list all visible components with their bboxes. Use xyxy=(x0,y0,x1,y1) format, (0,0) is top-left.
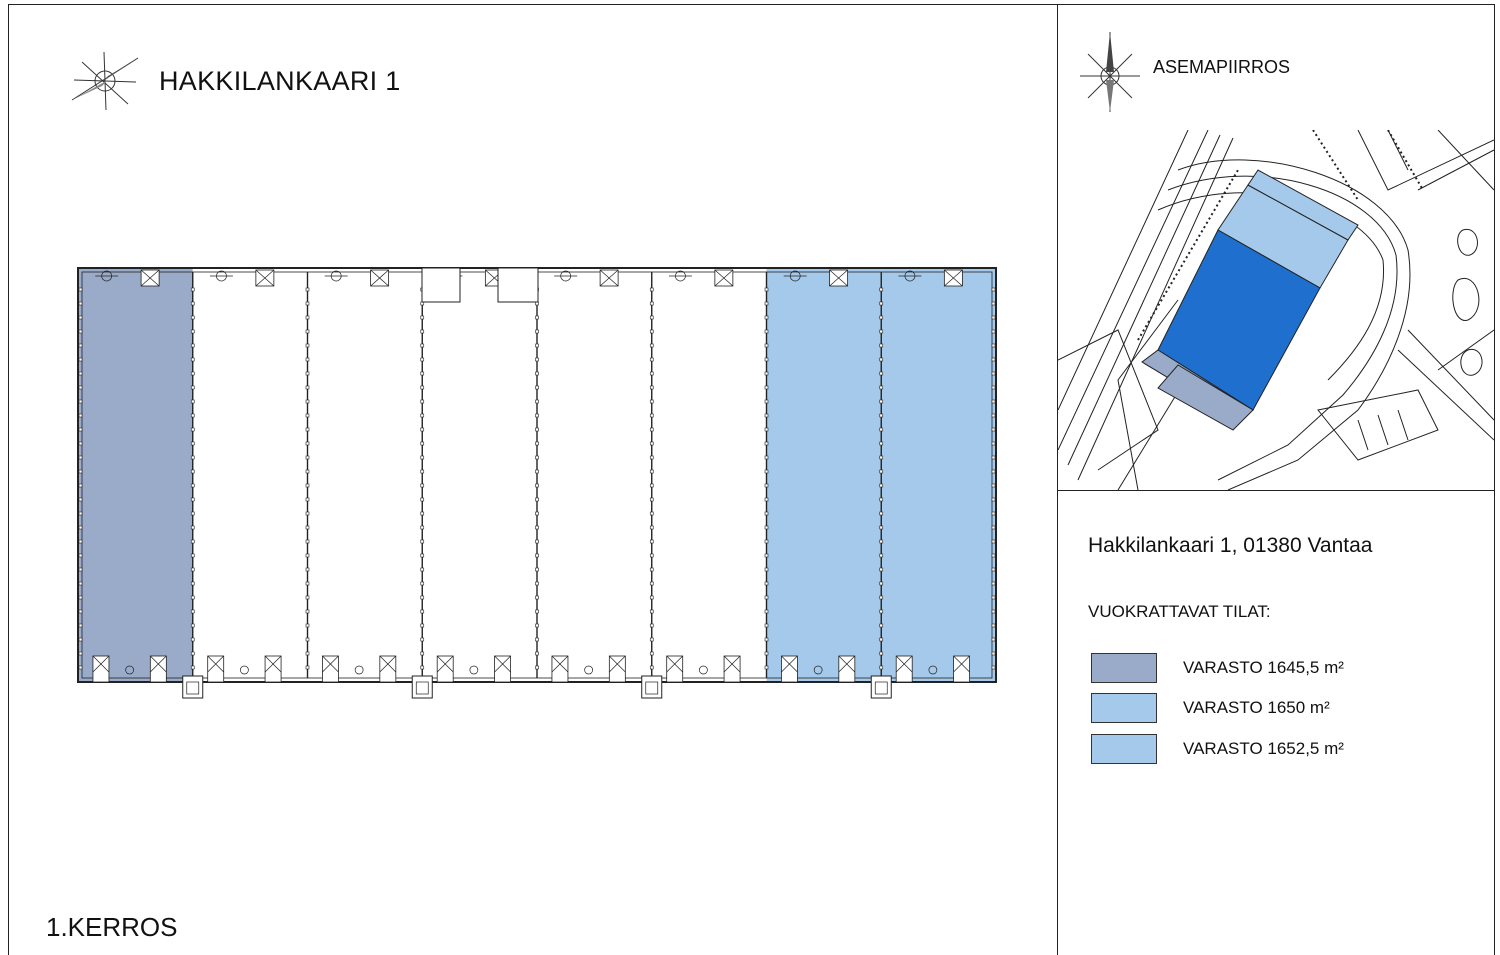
column xyxy=(421,498,424,501)
column xyxy=(650,358,653,361)
column xyxy=(79,372,82,375)
column xyxy=(79,498,82,501)
floor-plan xyxy=(74,262,1004,702)
column xyxy=(79,624,82,627)
column xyxy=(880,456,883,459)
loading-door xyxy=(724,656,740,682)
loading-door xyxy=(93,656,109,682)
small-room xyxy=(422,268,460,302)
column xyxy=(421,400,424,403)
column xyxy=(880,666,883,669)
column xyxy=(306,428,309,431)
column xyxy=(306,358,309,361)
column xyxy=(880,372,883,375)
legend-item xyxy=(1091,693,1391,725)
loading-door xyxy=(437,656,453,682)
loading-door xyxy=(552,656,568,682)
column xyxy=(306,330,309,333)
column xyxy=(306,386,309,389)
column xyxy=(880,498,883,501)
legend-swatch xyxy=(1091,693,1157,723)
column xyxy=(765,526,768,529)
column xyxy=(765,638,768,641)
column xyxy=(992,442,995,445)
loading-door xyxy=(896,656,912,682)
column xyxy=(191,386,194,389)
column xyxy=(79,652,82,655)
column xyxy=(650,442,653,445)
column xyxy=(536,400,539,403)
column xyxy=(306,666,309,669)
column xyxy=(880,400,883,403)
column xyxy=(992,302,995,305)
loading-door xyxy=(954,656,970,682)
column xyxy=(992,652,995,655)
column xyxy=(992,666,995,669)
column xyxy=(79,512,82,515)
column xyxy=(765,624,768,627)
column xyxy=(306,526,309,529)
floor-unit xyxy=(422,268,537,682)
column xyxy=(992,400,995,403)
loading-door xyxy=(781,656,797,682)
column xyxy=(880,288,883,291)
column xyxy=(765,582,768,585)
column xyxy=(306,554,309,557)
column xyxy=(765,428,768,431)
rentable-heading: VUOKRATTAVAT TILAT: xyxy=(1088,602,1271,621)
loading-door xyxy=(380,656,396,682)
column xyxy=(421,330,424,333)
column xyxy=(191,428,194,431)
column xyxy=(191,484,194,487)
column xyxy=(650,652,653,655)
column xyxy=(191,288,194,291)
column xyxy=(191,526,194,529)
column xyxy=(191,512,194,515)
column xyxy=(992,624,995,627)
column xyxy=(191,652,194,655)
column xyxy=(421,652,424,655)
column xyxy=(536,344,539,347)
column xyxy=(191,442,194,445)
column xyxy=(421,372,424,375)
legend-label: VARASTO 1650 m² xyxy=(1183,698,1330,717)
legend-item xyxy=(1091,653,1391,685)
loading-door xyxy=(839,656,855,682)
column xyxy=(880,624,883,627)
floor-unit xyxy=(308,268,423,682)
column xyxy=(79,302,82,305)
column xyxy=(79,330,82,333)
column xyxy=(650,582,653,585)
column xyxy=(992,596,995,599)
page-title: HAKKILANKAARI 1 xyxy=(159,66,401,96)
column xyxy=(536,624,539,627)
loading-door xyxy=(609,656,625,682)
floor-unit xyxy=(652,268,767,682)
column xyxy=(880,652,883,655)
column xyxy=(992,358,995,361)
column xyxy=(79,414,82,417)
column xyxy=(79,568,82,571)
column xyxy=(191,554,194,557)
column xyxy=(880,414,883,417)
column xyxy=(650,526,653,529)
column xyxy=(992,456,995,459)
column xyxy=(765,596,768,599)
column xyxy=(650,498,653,501)
loading-door xyxy=(150,656,166,682)
column xyxy=(191,302,194,305)
column xyxy=(650,554,653,557)
north-arrow-icon-site xyxy=(1078,32,1142,112)
column xyxy=(421,596,424,599)
column xyxy=(421,344,424,347)
column xyxy=(992,470,995,473)
stair-entry xyxy=(871,676,891,698)
column xyxy=(650,540,653,543)
column xyxy=(191,568,194,571)
column xyxy=(79,456,82,459)
column xyxy=(191,540,194,543)
column xyxy=(536,372,539,375)
column xyxy=(650,330,653,333)
column xyxy=(191,596,194,599)
column xyxy=(765,372,768,375)
column xyxy=(79,386,82,389)
column xyxy=(650,400,653,403)
stair-entry xyxy=(183,676,203,698)
floor-unit xyxy=(78,268,193,682)
column xyxy=(992,582,995,585)
column xyxy=(191,358,194,361)
column xyxy=(650,666,653,669)
column xyxy=(650,484,653,487)
column xyxy=(79,358,82,361)
column xyxy=(421,442,424,445)
column xyxy=(536,554,539,557)
column xyxy=(536,386,539,389)
column xyxy=(421,610,424,613)
floor-unit xyxy=(881,268,996,682)
loading-door xyxy=(322,656,338,682)
column xyxy=(306,372,309,375)
column xyxy=(992,498,995,501)
column xyxy=(191,316,194,319)
column xyxy=(536,610,539,613)
column xyxy=(421,624,424,627)
column xyxy=(536,330,539,333)
column xyxy=(992,428,995,431)
column xyxy=(880,526,883,529)
loading-door xyxy=(265,656,281,682)
column xyxy=(650,316,653,319)
column xyxy=(765,386,768,389)
column xyxy=(765,442,768,445)
column xyxy=(306,456,309,459)
column xyxy=(992,540,995,543)
column xyxy=(650,624,653,627)
site-plan-title: ASEMAPIIRROS xyxy=(1153,57,1291,77)
column xyxy=(765,498,768,501)
column xyxy=(992,512,995,515)
column xyxy=(536,666,539,669)
legend-label: VARASTO 1652,5 m² xyxy=(1183,739,1344,758)
column xyxy=(880,484,883,487)
column xyxy=(306,344,309,347)
column xyxy=(765,316,768,319)
column xyxy=(880,554,883,557)
column xyxy=(765,540,768,543)
column xyxy=(880,582,883,585)
column xyxy=(880,316,883,319)
column xyxy=(421,526,424,529)
column xyxy=(306,316,309,319)
column xyxy=(191,414,194,417)
column xyxy=(306,512,309,515)
stair-entry xyxy=(642,676,662,698)
legend-label: VARASTO 1645,5 m² xyxy=(1183,658,1344,677)
column xyxy=(536,358,539,361)
column xyxy=(880,638,883,641)
column xyxy=(191,582,194,585)
column xyxy=(765,400,768,403)
column xyxy=(306,470,309,473)
column xyxy=(765,302,768,305)
column xyxy=(650,568,653,571)
column xyxy=(191,610,194,613)
column xyxy=(650,386,653,389)
column xyxy=(191,666,194,669)
column xyxy=(650,456,653,459)
column xyxy=(421,470,424,473)
column xyxy=(880,568,883,571)
column xyxy=(765,484,768,487)
column xyxy=(880,610,883,613)
column xyxy=(880,512,883,515)
column xyxy=(650,288,653,291)
column xyxy=(421,638,424,641)
column xyxy=(992,316,995,319)
column xyxy=(306,540,309,543)
column xyxy=(79,638,82,641)
column xyxy=(421,540,424,543)
column xyxy=(79,470,82,473)
floor-unit xyxy=(767,268,882,682)
legend-item xyxy=(1091,734,1391,766)
column xyxy=(306,610,309,613)
column xyxy=(421,316,424,319)
column xyxy=(765,344,768,347)
column xyxy=(650,610,653,613)
floor-label: 1.KERROS xyxy=(46,912,178,942)
column xyxy=(191,400,194,403)
column xyxy=(992,554,995,557)
column xyxy=(992,568,995,571)
column xyxy=(650,302,653,305)
column xyxy=(306,302,309,305)
address-text: Hakkilankaari 1, 01380 Vantaa xyxy=(1088,534,1373,557)
column xyxy=(765,456,768,459)
column xyxy=(421,484,424,487)
column xyxy=(79,596,82,599)
column xyxy=(765,652,768,655)
column xyxy=(880,330,883,333)
column xyxy=(765,554,768,557)
column xyxy=(306,596,309,599)
legend-swatch xyxy=(1091,734,1157,764)
column xyxy=(191,498,194,501)
column xyxy=(306,414,309,417)
column xyxy=(536,442,539,445)
column xyxy=(421,456,424,459)
column xyxy=(765,610,768,613)
column xyxy=(79,442,82,445)
column xyxy=(765,358,768,361)
column xyxy=(306,638,309,641)
column xyxy=(421,568,424,571)
column xyxy=(306,568,309,571)
column xyxy=(191,330,194,333)
column xyxy=(191,638,194,641)
column xyxy=(306,652,309,655)
column xyxy=(765,330,768,333)
column xyxy=(992,610,995,613)
column xyxy=(306,624,309,627)
column xyxy=(650,638,653,641)
column xyxy=(880,302,883,305)
column xyxy=(421,428,424,431)
column xyxy=(536,512,539,515)
column xyxy=(79,526,82,529)
small-room xyxy=(498,268,538,302)
column xyxy=(992,330,995,333)
column xyxy=(536,540,539,543)
column xyxy=(191,456,194,459)
column xyxy=(306,582,309,585)
north-arrow-icon xyxy=(68,52,142,112)
column xyxy=(421,414,424,417)
column xyxy=(536,582,539,585)
column xyxy=(650,470,653,473)
column xyxy=(79,484,82,487)
loading-door xyxy=(495,656,511,682)
column xyxy=(536,526,539,529)
column xyxy=(536,456,539,459)
column xyxy=(306,484,309,487)
loading-door xyxy=(667,656,683,682)
legend-swatch xyxy=(1091,653,1157,683)
floor-unit xyxy=(537,268,652,682)
column xyxy=(992,372,995,375)
column xyxy=(880,344,883,347)
column xyxy=(79,666,82,669)
column xyxy=(306,442,309,445)
column xyxy=(191,344,194,347)
column xyxy=(650,344,653,347)
column xyxy=(79,316,82,319)
column xyxy=(79,400,82,403)
column xyxy=(79,540,82,543)
column xyxy=(992,526,995,529)
column xyxy=(306,288,309,291)
column xyxy=(79,582,82,585)
column xyxy=(765,568,768,571)
column xyxy=(880,358,883,361)
column xyxy=(880,596,883,599)
column xyxy=(765,288,768,291)
column xyxy=(880,428,883,431)
column xyxy=(536,470,539,473)
column xyxy=(191,624,194,627)
column xyxy=(79,610,82,613)
column xyxy=(765,414,768,417)
column xyxy=(765,666,768,669)
column xyxy=(79,554,82,557)
floor-unit xyxy=(193,268,308,682)
column xyxy=(79,344,82,347)
column xyxy=(992,386,995,389)
column xyxy=(992,344,995,347)
column xyxy=(992,484,995,487)
column xyxy=(765,512,768,515)
column xyxy=(650,596,653,599)
column xyxy=(880,386,883,389)
column xyxy=(880,442,883,445)
column xyxy=(880,470,883,473)
column xyxy=(880,540,883,543)
column xyxy=(536,484,539,487)
column xyxy=(306,498,309,501)
site-plan-map xyxy=(1058,130,1494,490)
column xyxy=(536,638,539,641)
column xyxy=(421,512,424,515)
column xyxy=(536,596,539,599)
column xyxy=(650,414,653,417)
column xyxy=(421,358,424,361)
column xyxy=(650,512,653,515)
column xyxy=(306,400,309,403)
column xyxy=(421,554,424,557)
column xyxy=(536,414,539,417)
column xyxy=(650,372,653,375)
column xyxy=(421,386,424,389)
column xyxy=(536,428,539,431)
column xyxy=(992,414,995,417)
panel-divider-horizontal xyxy=(1057,490,1495,491)
column xyxy=(79,428,82,431)
loading-door xyxy=(208,656,224,682)
column xyxy=(992,638,995,641)
stair-entry xyxy=(412,676,432,698)
column xyxy=(536,316,539,319)
column xyxy=(765,470,768,473)
column xyxy=(191,470,194,473)
column xyxy=(650,428,653,431)
column xyxy=(79,288,82,291)
column xyxy=(191,372,194,375)
column xyxy=(536,652,539,655)
column xyxy=(992,288,995,291)
column xyxy=(421,666,424,669)
column xyxy=(536,568,539,571)
column xyxy=(421,582,424,585)
column xyxy=(536,498,539,501)
